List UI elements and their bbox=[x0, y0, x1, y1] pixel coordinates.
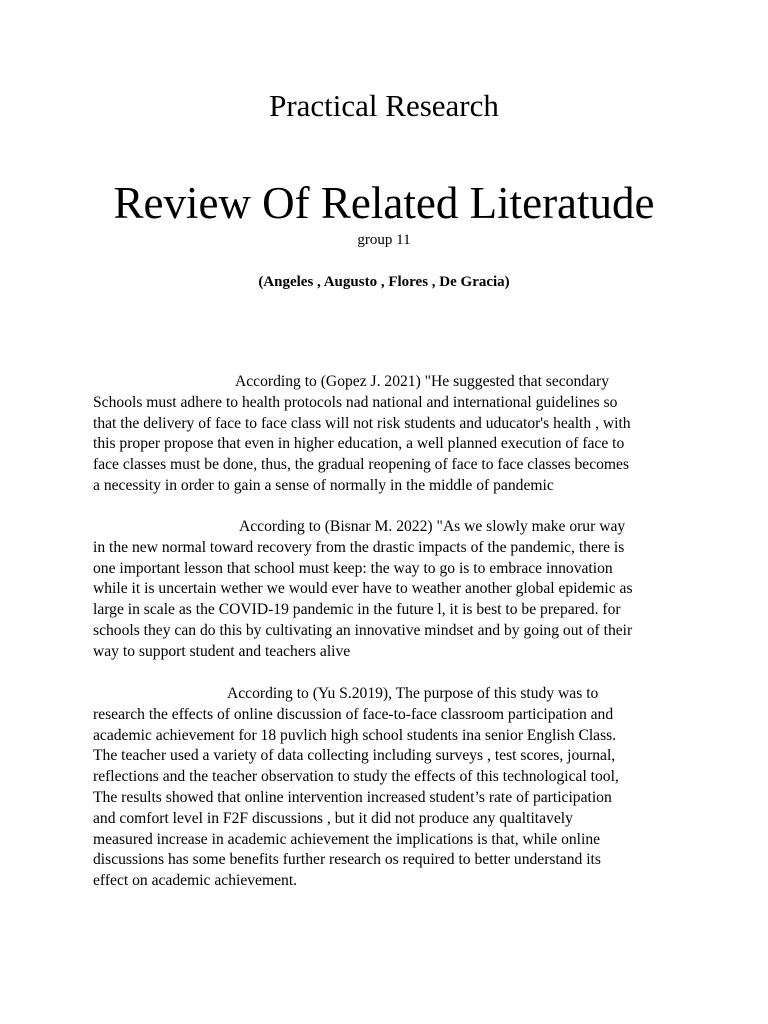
authors-line: (Angeles , Augusto , Flores , De Gracia) bbox=[258, 274, 510, 290]
paragraph-line: large in scale as the COVID-19 pandemic in the future l, it is best to be prepared. for bbox=[93, 601, 621, 619]
paragraph-line: that the delivery of face to face class will not risk students and uducator's health , with bbox=[93, 414, 631, 432]
paragraph-yu bbox=[93, 684, 693, 892]
paragraph-line: discussions has some benefits further research os required to better understand its bbox=[93, 851, 601, 869]
document-title: Review Of Related Literatude bbox=[113, 178, 655, 228]
group-label: group 11 bbox=[357, 232, 411, 248]
paragraph-line: while it is uncertain wether we would ever have to weather another global epidemic as bbox=[93, 580, 633, 598]
paragraph-line: in the new normal toward recovery from the drastic impacts of the pandemic, there is bbox=[93, 538, 625, 556]
paragraph-line: way to support student and teachers alive bbox=[93, 642, 351, 660]
paragraph-line: one important lesson that school must keep: the way to go is to embrace innovation bbox=[93, 559, 613, 577]
paragraph-line: a necessity in order to gain a sense of normally in the middle of pandemic bbox=[93, 476, 554, 494]
paragraph-gopez bbox=[93, 372, 693, 497]
paragraph-line: The results showed that online intervention increased student’s rate of participation bbox=[93, 788, 612, 806]
paragraph-line: reflections and the teacher observation to study the effects of this technological tool, bbox=[93, 768, 619, 786]
paragraph-line: this proper propose that even in higher education, a well planned execution of face to bbox=[93, 435, 625, 453]
paragraph-line: effect on academic achievement. bbox=[93, 872, 298, 890]
paragraph-line: academic achievement for 18 puvlich high school students ina senior English Class. bbox=[93, 726, 617, 744]
paragraph-line: According to (Gopez J. 2021) "He suggested that secondary bbox=[235, 373, 610, 390]
paragraph-line: measured increase in academic achievement the implications is that, while online bbox=[93, 830, 601, 848]
paragraph-line: According to (Bisnar M. 2022) "As we slowly make orur way bbox=[239, 518, 626, 535]
paragraph-line: Schools must adhere to health protocols nad national and international guidelines so bbox=[93, 393, 618, 411]
document-subtitle: Practical Research bbox=[269, 88, 499, 123]
paragraph-bisnar bbox=[93, 517, 693, 663]
paragraph-line: According to (Yu S.2019), The purpose of this study was to bbox=[227, 685, 599, 702]
paragraph-line: face classes must be done, thus, the gradual reopening of face to face classes becomes bbox=[93, 456, 630, 474]
paragraph-line: The teacher used a variety of data collecting including surveys , test scores, journal, bbox=[93, 747, 616, 765]
paragraph-line: schools they can do this by cultivating an innovative mindset and by going out of their bbox=[93, 621, 633, 639]
paragraph-line: research the effects of online discussion of face-to-face classroom participation and bbox=[93, 705, 614, 723]
paragraph-line: and comfort level in F2F discussions , but it did not produce any qualtitavely bbox=[93, 809, 573, 827]
